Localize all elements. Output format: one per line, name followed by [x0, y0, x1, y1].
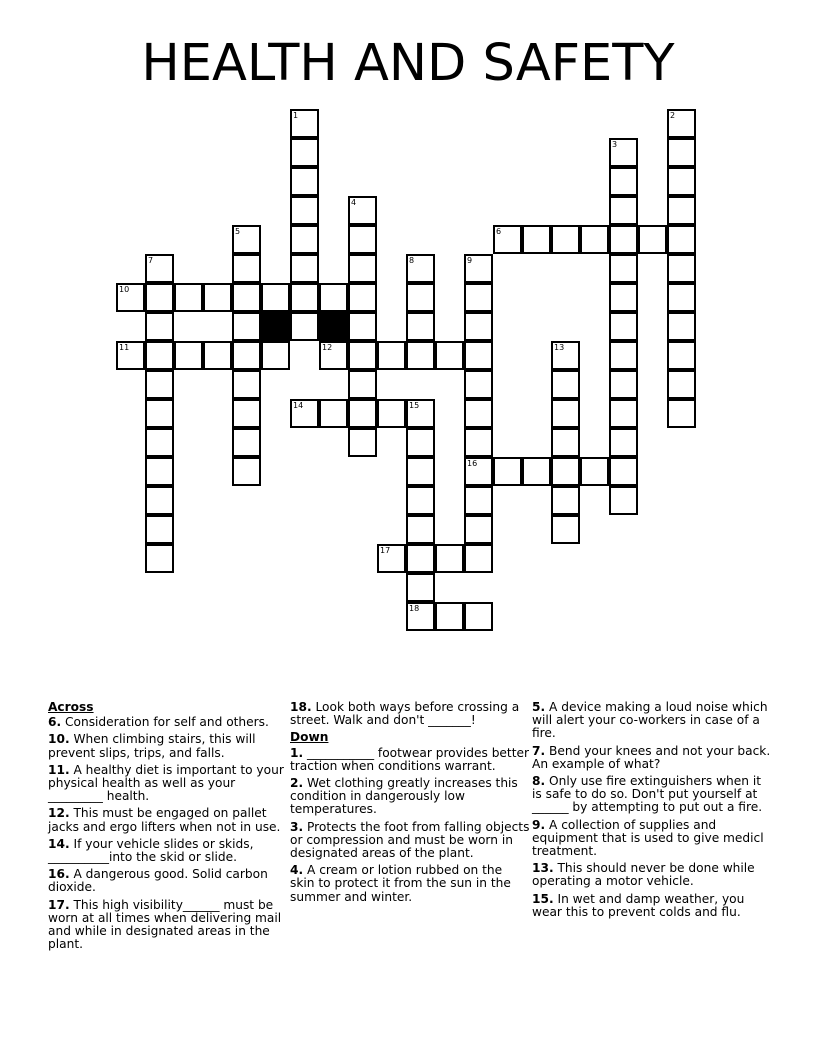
grid-cell[interactable] [609, 196, 638, 225]
grid-cell[interactable] [551, 370, 580, 399]
grid-cell[interactable] [667, 138, 696, 167]
black-cell [261, 312, 290, 341]
grid-cell[interactable] [580, 225, 609, 254]
grid-cell[interactable] [406, 341, 435, 370]
clue-across-12: 12. This must be engaged on pallet jacks and ergo lifters when not in use. [48, 806, 281, 834]
grid-cell[interactable] [290, 312, 319, 341]
grid-cell[interactable] [290, 138, 319, 167]
grid-cell[interactable] [522, 457, 551, 486]
grid-cell[interactable] [464, 457, 493, 486]
clue-number: 18 [409, 604, 420, 613]
grid-cell[interactable] [667, 254, 696, 283]
grid-cell[interactable] [319, 341, 348, 370]
clue-number: 13 [554, 343, 565, 352]
grid-cell[interactable] [261, 341, 290, 370]
grid-cell[interactable] [174, 283, 203, 312]
grid-cell[interactable] [406, 399, 435, 428]
grid-cell[interactable] [348, 196, 377, 225]
grid-cell[interactable] [232, 225, 261, 254]
grid-cell[interactable] [464, 341, 493, 370]
grid-cell[interactable] [232, 457, 261, 486]
grid-cell[interactable] [145, 312, 174, 341]
clue-down-3: 3. Protects the foot from falling objects or compression and must be worn in designated areas of the plant. [290, 819, 530, 861]
grid-cell[interactable] [551, 515, 580, 544]
clues-column-1 [48, 701, 288, 955]
grid-cell[interactable] [551, 341, 580, 370]
puzzle-title: HEALTH AND SAFETY [141, 34, 675, 93]
grid-cell[interactable] [232, 254, 261, 283]
grid-cell[interactable] [609, 283, 638, 312]
grid-cell[interactable] [464, 544, 493, 573]
grid-cell[interactable] [406, 312, 435, 341]
grid-cell[interactable] [406, 573, 435, 602]
grid-cell[interactable] [290, 254, 319, 283]
grid-cell[interactable] [464, 399, 493, 428]
grid-cell[interactable] [232, 341, 261, 370]
clue-number: 16 [467, 459, 478, 468]
grid-cell[interactable] [290, 196, 319, 225]
grid-cell[interactable] [145, 283, 174, 312]
grid-cell[interactable] [406, 515, 435, 544]
clue-number: 14 [293, 401, 304, 410]
clue-number: 8 [409, 256, 415, 265]
grid-cell[interactable] [464, 602, 493, 631]
grid-cell[interactable] [493, 457, 522, 486]
grid-cell[interactable] [551, 399, 580, 428]
clues-column-2 [290, 701, 530, 908]
grid-cell[interactable] [464, 486, 493, 515]
grid-cell[interactable] [609, 457, 638, 486]
grid-cell[interactable] [377, 341, 406, 370]
grid-cell[interactable] [667, 167, 696, 196]
clue-down-13: 13. This should never be done while operating a motor vehicle. [532, 861, 755, 889]
grid-cell[interactable] [348, 254, 377, 283]
grid-cell[interactable] [145, 428, 174, 457]
grid-cell[interactable] [609, 399, 638, 428]
grid-cell[interactable] [406, 544, 435, 573]
clues-column-3 [532, 701, 772, 923]
grid-cell[interactable] [290, 167, 319, 196]
clue-number: 2 [670, 111, 676, 120]
grid-cell[interactable] [638, 225, 667, 254]
grid-cell[interactable] [290, 399, 319, 428]
clue-number: 12 [322, 343, 333, 352]
clue-down-4: 4. A cream or lotion rubbed on the skin to protect it from the sun in the summer and winter. [290, 863, 511, 904]
grid-cell[interactable] [667, 196, 696, 225]
clue-down-9: 9. A collection of supplies and equipment that is used to give medicl treatment. [532, 817, 764, 859]
grid-cell[interactable] [667, 109, 696, 138]
grid-cell[interactable] [609, 312, 638, 341]
grid-cell[interactable] [609, 138, 638, 167]
grid-cell[interactable] [522, 225, 551, 254]
clue-across-16: 16. A dangerous good. Solid carbon dioxide. [48, 867, 268, 895]
grid-cell[interactable] [203, 283, 232, 312]
grid-cell[interactable] [232, 370, 261, 399]
grid-cell[interactable] [232, 399, 261, 428]
clue-number: 10 [119, 285, 130, 294]
grid-cell[interactable] [435, 341, 464, 370]
grid-cell[interactable] [116, 341, 145, 370]
grid-cell[interactable] [464, 515, 493, 544]
clue-across-17: 17. This high visibility______ must be worn at all times when delivering mail and while in designated areas in the plant. [48, 897, 282, 952]
grid-cell[interactable] [290, 109, 319, 138]
grid-cell[interactable] [174, 341, 203, 370]
clue-number: 17 [380, 546, 391, 555]
clue-number: 5 [235, 227, 241, 236]
clue-number: 15 [409, 401, 420, 410]
clue-across-10: 10. When climbing stairs, this will prevent slips, trips, and falls. [48, 732, 256, 760]
grid-cell[interactable] [551, 225, 580, 254]
grid-cell[interactable] [145, 457, 174, 486]
grid-cell[interactable] [435, 602, 464, 631]
grid-cell[interactable] [551, 457, 580, 486]
grid-cell[interactable] [116, 283, 145, 312]
grid-cell[interactable] [145, 341, 174, 370]
clue-number: 4 [351, 198, 357, 207]
clue-down-5: 5. A device making a loud noise which will alert your co-workers in case of a fire. [532, 700, 768, 741]
grid-cell[interactable] [406, 254, 435, 283]
black-cell [319, 312, 348, 341]
clue-down-1: 1. ___________ footwear provides better traction when conditions warrant. [290, 745, 529, 773]
clue-number: 11 [119, 343, 130, 352]
grid-cell[interactable] [667, 312, 696, 341]
grid-cell[interactable] [232, 428, 261, 457]
grid-cell[interactable] [290, 225, 319, 254]
grid-cell[interactable] [406, 602, 435, 631]
grid-cell[interactable] [609, 428, 638, 457]
grid-cell[interactable] [667, 225, 696, 254]
grid-cell[interactable] [348, 283, 377, 312]
grid-cell[interactable] [145, 544, 174, 573]
grid-cell[interactable] [348, 341, 377, 370]
grid-cell[interactable] [348, 312, 377, 341]
grid-cell[interactable] [406, 457, 435, 486]
grid-cell[interactable] [464, 312, 493, 341]
clue-number: 1 [293, 111, 299, 120]
grid-cell[interactable] [348, 370, 377, 399]
grid-cell[interactable] [290, 283, 319, 312]
grid-cell[interactable] [203, 341, 232, 370]
grid-cell[interactable] [667, 283, 696, 312]
grid-cell[interactable] [145, 486, 174, 515]
grid-cell[interactable] [406, 283, 435, 312]
grid-cell[interactable] [667, 370, 696, 399]
grid-cell[interactable] [580, 457, 609, 486]
grid-cell[interactable] [232, 283, 261, 312]
grid-cell[interactable] [145, 254, 174, 283]
grid-cell[interactable] [261, 283, 290, 312]
grid-cell[interactable] [493, 225, 522, 254]
clue-across-11: 11. A healthy diet is important to your physical health as well as your _________ health. [48, 762, 284, 804]
grid-cell[interactable] [464, 254, 493, 283]
clue-down-2: 2. Wet clothing greatly increases this condition in dangerously low temperatures. [290, 776, 518, 817]
clue-down-8: 8. Only use fire extinguishers when it is safe to do so. Don't put yourself at ______ by attempting to put out a fire. [532, 774, 763, 815]
grid-cell[interactable] [667, 399, 696, 428]
grid-cell[interactable] [377, 544, 406, 573]
grid-cell[interactable] [551, 428, 580, 457]
grid-cell[interactable] [609, 341, 638, 370]
clue-across-6: 6. Consideration for self and others. [48, 715, 269, 730]
clue-number: 3 [612, 140, 618, 149]
clue-number: 7 [148, 256, 154, 265]
grid-cell[interactable] [377, 399, 406, 428]
grid-cell[interactable] [406, 486, 435, 515]
grid-cell[interactable] [609, 254, 638, 283]
grid-cell[interactable] [435, 544, 464, 573]
crossword-grid [117, 110, 717, 670]
grid-cell[interactable] [232, 312, 261, 341]
grid-cell[interactable] [145, 399, 174, 428]
grid-cell[interactable] [609, 370, 638, 399]
grid-cell[interactable] [348, 399, 377, 428]
clue-across-18: 18. Look both ways before crossing a street. Walk and don't _______! [290, 700, 520, 728]
grid-cell[interactable] [348, 428, 377, 457]
clue-number: 9 [467, 256, 473, 265]
grid-cell[interactable] [609, 167, 638, 196]
clue-down-7: 7. Bend your knees and not your back. An example of what? [532, 743, 771, 771]
grid-cell[interactable] [609, 225, 638, 254]
grid-cell[interactable] [406, 428, 435, 457]
grid-cell[interactable] [464, 283, 493, 312]
grid-cell[interactable] [609, 486, 638, 515]
down-header: Down [290, 730, 329, 745]
grid-cell[interactable] [551, 486, 580, 515]
clue-across-14: 14. If your vehicle slides or skids, __________into the skid or slide. [48, 836, 254, 865]
grid-cell[interactable] [464, 370, 493, 399]
grid-cell[interactable] [464, 428, 493, 457]
grid-cell[interactable] [348, 225, 377, 254]
grid-cell[interactable] [319, 399, 348, 428]
grid-cell[interactable] [145, 370, 174, 399]
clue-number: 6 [496, 227, 502, 236]
across-header: Across [48, 700, 94, 714]
grid-cell[interactable] [667, 341, 696, 370]
grid-cell[interactable] [145, 515, 174, 544]
clue-down-15: 15. In wet and damp weather, you wear this to prevent colds and flu. [532, 891, 745, 919]
grid-cell[interactable] [319, 283, 348, 312]
